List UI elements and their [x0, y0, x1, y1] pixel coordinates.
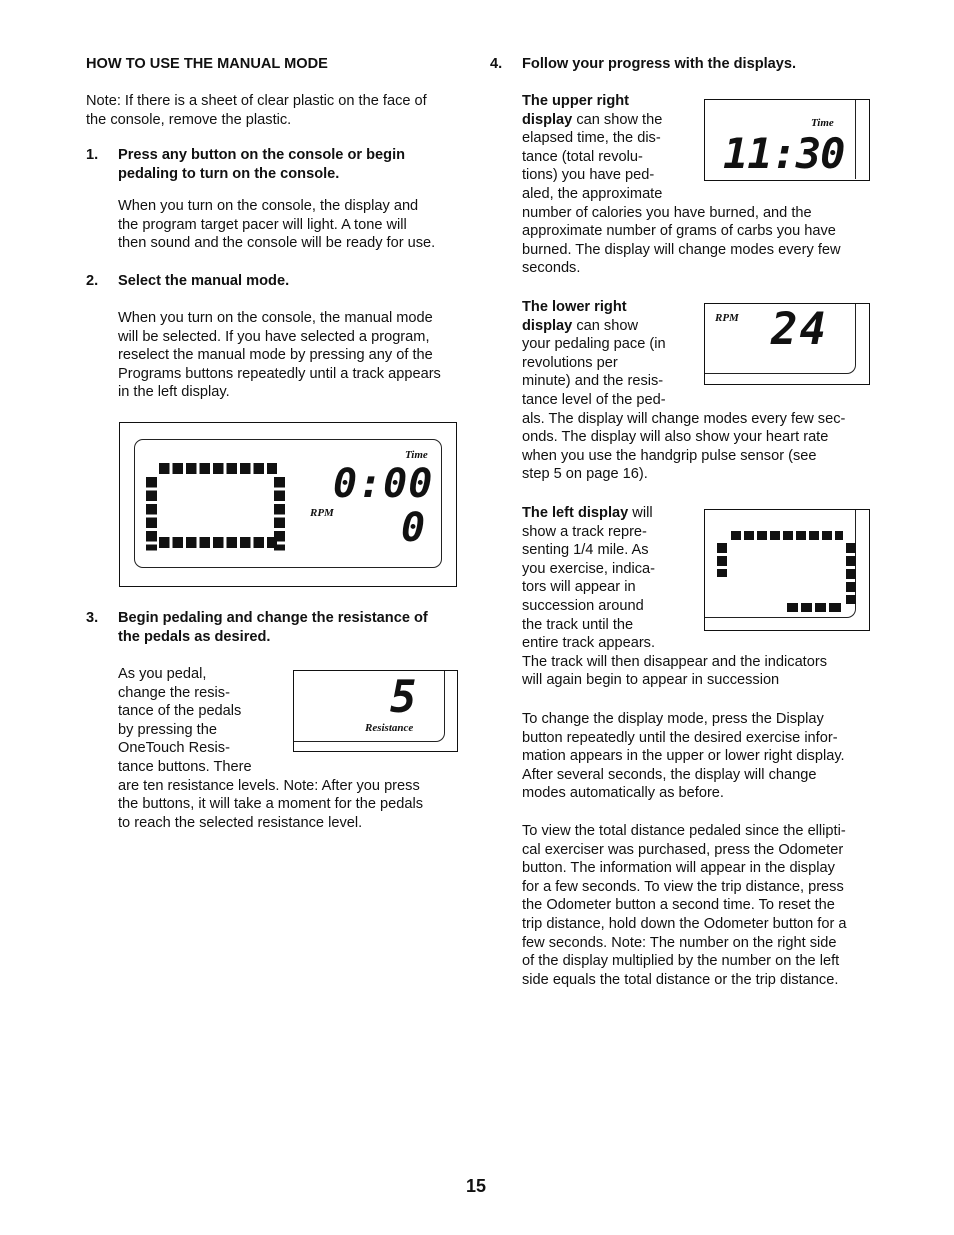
upper-time-label: Time [811, 117, 834, 129]
console-lcd-screen [134, 439, 442, 568]
odometer-paragraph: To view the total distance pedaled since the ellipti- cal exerciser was purchased, press the Odometer button. The information will appear in the display for a few seconds. To view the trip distance, press the Odometer button a second time. To reset the trip distance, hold down the Odometer button for a few seconds. Note: The number on the right side of the display multiplied by the number on the left side equals the total distance or the trip distance. [522, 823, 847, 988]
step-1-body: When you turn on the console, the display and the program target pacer will light. A tone will then sound and the console will be ready for use. [118, 198, 436, 252]
partial-track-segments [715, 531, 860, 613]
track-top-row [159, 462, 277, 481]
lower-display-paragraph: The lower right display can show your pedaling pace (in revolutions per minute) and the resis- tance level of the ped- als. The display will change modes every few sec- onds. The display will also show your heart rate when you use the handgrip pulse sensor (see step 5 on page 16). [522, 299, 846, 483]
step-3-title: Begin pedaling and change the resistance of the pedals as desired. [118, 610, 428, 645]
page-number: 15 [466, 1176, 487, 1196]
step-2-body: When you turn on the console, the manual mode will be selected. If you have selected a program, reselect the manual mode by pressing any of the Programs buttons repeatedly until a track appears in the left display. [118, 310, 441, 401]
display-mode-paragraph: To change the display mode, press the Display button repeatedly until the desired exercise infor- mation appears in the upper or lower right display. After several seconds, the display will change modes automatically as before. [522, 711, 845, 802]
step-1-number: 1. [86, 147, 99, 163]
upper-time-value: 11:30 [723, 129, 845, 178]
step-4-number: 4. [490, 56, 503, 72]
upper-display-illustration [704, 99, 870, 181]
console-time-label: Time [405, 449, 428, 461]
lower-display-illustration [704, 303, 870, 385]
track-left-column [146, 477, 158, 557]
lower-rpm-label: RPM [715, 312, 739, 324]
step-3-body: As you pedal, change the resis- tance of the pedals by pressing the OneTouch Resis- tance buttons. There are ten resistance levels. Note: After you press the buttons, it will take a moment for the pedals to reach the selected resistance level. [118, 666, 424, 831]
resistance-display-illustration [293, 670, 458, 752]
track-display-illustration [704, 509, 870, 631]
console-rpm-label: RPM [310, 507, 334, 519]
step-4-title: Follow your progress with the displays. [522, 56, 797, 72]
step-2-number: 2. [86, 273, 99, 289]
upper-display-paragraph: The upper right display can show the elapsed time, the dis- tance (total revolu- tions) you have ped- aled, the approximate number of calories you have burned, and the approximate number of grams of carbs you have burned. The display will change modes every few seconds. [522, 93, 841, 277]
step-1-title: Press any button on the console or begin pedaling to turn on the console. [118, 147, 406, 182]
console-time-value: 0:00 [333, 461, 434, 507]
resistance-value: 5 [390, 672, 417, 723]
track-segments-top [159, 463, 277, 475]
track-segments-bottom [159, 537, 277, 549]
section-heading: HOW TO USE THE MANUAL MODE [86, 56, 328, 72]
console-display-illustration [119, 422, 457, 587]
left-display-paragraph: The left display will show a track repre- senting 1/4 mile. As you exercise, indica- tors will appear in succession around the track until the entire track appears. The track will then disappear and the indicators will again begin to appear in succession [522, 505, 828, 689]
note-paragraph: Note: If there is a sheet of clear plastic on the face of the console, remove the plastic. [86, 93, 427, 128]
step-3-number: 3. [86, 610, 99, 626]
step-2-title: Select the manual mode. [118, 273, 290, 289]
lower-rpm-value: 24 [771, 304, 828, 355]
console-rpm-value: 0 [401, 505, 426, 551]
resistance-label: Resistance [365, 722, 414, 734]
track-bottom-row [159, 536, 277, 555]
track-segments-left [146, 477, 158, 551]
